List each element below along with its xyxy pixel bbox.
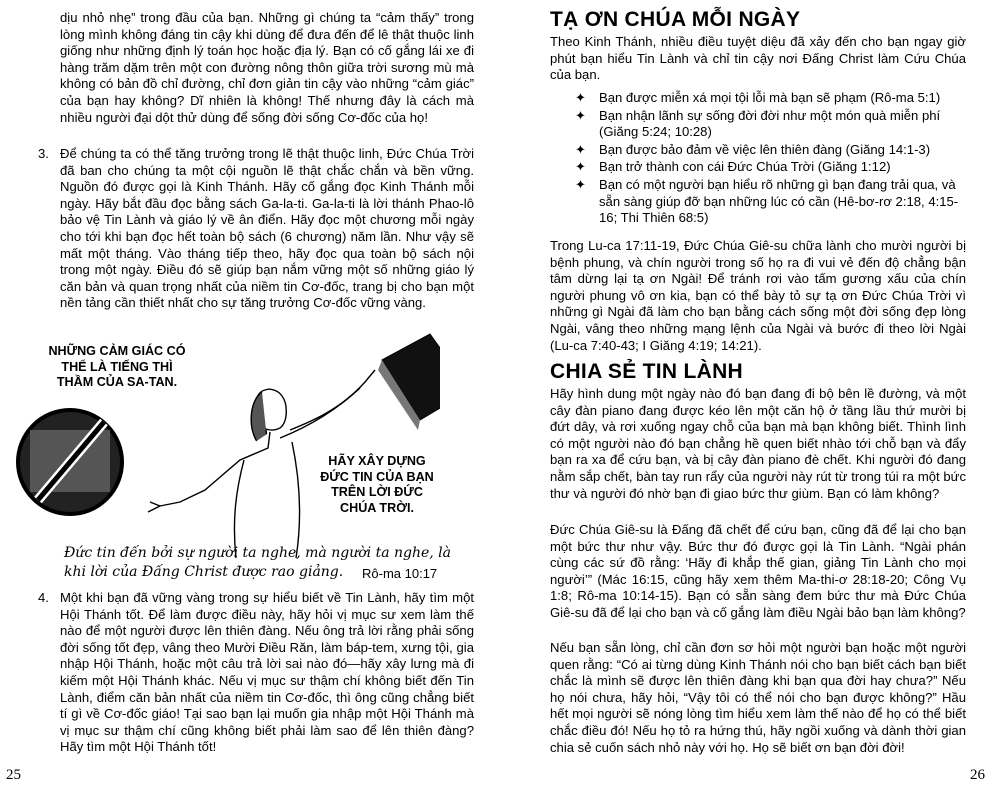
star-bullet-icon: ✦ (575, 90, 586, 105)
share-paragraph-2: Đức Chúa Giê-su là Đấng đã chết để cứu bạn, cũng đã để lại cho bạn một bức thư như vậy. Bức thư đó được gọi là Tin Lành. “Ngài phán cùng các sứ đồ rằng: ‘Hãy đi khắp thế gian, giảng Tin Lành cho mọi người’” (Mác 16:15, cũng hãy xem thêm Ma-thi-ơ 28:18-20; Công Vụ 1:8; Rô-ma 10:14-15). Bạn có sẵn sàng đem bức thư mà Đức Chúa Giê-su đã để lại cho bạn và cố gắng làm điều Ngài bảo bạn làm không? (550, 522, 966, 620)
list-item: ✦ Bạn trở thành con cái Đức Chúa Trời (Giăng 1:12) (575, 159, 891, 175)
list-item: ✦ Bạn được bảo đảm về việc lên thiên đàng (Giăng 14:1-3) (575, 141, 931, 157)
item-3-paragraph: Để chúng ta có thể tăng trưởng trong lẽ thật thuộc linh, Đức Chúa Trời đã ban cho chúng ta một cội nguồn lẽ thật chắc chắn và bền vững. Nguồn đó được gọi là Kinh Thánh. Hãy cố gắng đọc Kinh Thánh mỗi ngày. Hãy bắt đầu đọc bằng sách Ga-la-ti. Ga-la-ti là lời thánh Phao-lô bảo vệ Tin Lành và giáo lý về ân điển. Hãy đọc một chương mỗi ngày cho tới khi bạn đọc hết toàn bộ sách (6 chương) năm lần. Như vậy sẽ mất một tháng. Vào tháng tiếp theo, hãy đọc qua toàn bộ sách nội trong một ngày. Điều đó sẽ giúp bạn nắm vững một số những giáo lý căn bản và quan trọng nhất của niềm tin Cơ-đốc, trang bị cho bạn một nền tảng cần thiết nhất cho sự tăng trưởng Cơ-đốc vững vàng. (60, 146, 474, 311)
bible-book-icon (378, 334, 440, 430)
reaching-woman-drawing (0, 330, 440, 560)
prohibition-icon (18, 410, 122, 514)
share-paragraph-1: Hãy hình dung một ngày nào đó bạn đang đi bộ bên lề đường, và một cây đàn piano đang được kéo lên một căn hộ ở tầng lầu thứ mười bị đứt dây, và rơi xuống ngay chỗ của bạn mà bạn không biết. Thình lình có một người nào đó bạn chẳng hề quen biết nhào tới chỗ bạn và đẩy bạn ra xa để cứu bạn, và bị cây đàn piano đè chết. Khi người đó đang nằm sắp chết, bàn tay run rẩy của người này rút từ trong túi ra một bức thư và người đó nhờ bạn đi giao bức thư giùm. Bạn có làm không? (550, 386, 966, 501)
page-number-left: 25 (6, 767, 21, 783)
heading-share: CHIA SẺ TIN LÀNH (550, 360, 744, 383)
item-3-number: 3. (38, 146, 49, 161)
star-bullet-icon: ✦ (575, 159, 586, 175)
share-paragraph-3: Nếu bạn sẵn lòng, chỉ cần đơn sơ hỏi một người bạn hoặc một người quen rằng: “Có ai từng dùng Kinh Thánh nói cho bạn biết cách bạn biết chắc là mình sẽ được lên thiên đàng khi bạn qua đời hay chưa?” Nếu họ nói chưa, hãy hỏi, “Vậy tôi có thể nói cho bạn được không?” Hầu hết mọi người sẽ nóng lòng tìm hiểu xem làm thế nào để họ có thể biết chắc điều đó! Nếu họ tỏ ra hứng thú, hãy ngồi xuống và dành thời gian chia sẻ cuốn sách nhỏ này với họ. Họ sẽ biết ơn bạn đời đời! (550, 640, 966, 755)
page-number-right: 26 (970, 767, 985, 783)
list-item: ✦ Bạn được miễn xá mọi tội lỗi mà bạn sẽ phạm (Rô-ma 5:1) (575, 90, 941, 105)
item-4-number: 4. (38, 590, 49, 605)
star-bullet-icon: ✦ (575, 141, 586, 157)
item-4-paragraph: Một khi bạn đã vững vàng trong sự hiểu biết về Tin Lành, hãy tìm một Hội Thánh tốt. Để làm được điều này, hãy hỏi vị mục sư xem làm thế nào để một người được lên thiên đàng. Nếu ông trả lời rằng phải sống đời sống tốt đẹp, vâng theo Mười Điều Răn, làm báp-tem, xưng tội, gia nhập Hội Thánh, hoặc một câu trả lời sai nào đó—hãy xây lưng mà đi kiếm một Hội Thánh khác. Nếu vị mục sư thậm chí không biết đến Tin Lành, điểm căn bản nhất của niềm tin Cơ-đốc, thì ông cũng chẳng biết tí gì về Cơ-đốc giáo! Tại sao bạn lại muốn gia nhập một Hội Thánh mà vị mục sư thậm chí cũng không biết phải làm sao để lên thiên đàng? Hãy tìm một Hội Thánh tốt! (60, 590, 474, 755)
scripture-verse: Đức tin đến bởi sự người ta nghe, mà người ta nghe, là khi lời của Đấng Christ được rao giảng. (64, 545, 451, 580)
list-item: ✦ Bạn nhận lãnh sự sống đời đời như một món quà miễn phí (Giăng 5:24; 10:28) (575, 107, 941, 140)
star-bullet-icon: ✦ (575, 176, 586, 192)
scripture-reference: Rô-ma 10:17 (362, 566, 438, 581)
thanks-paragraph: Trong Lu-ca 17:11-19, Đức Chúa Giê-su chữa lành cho mười người bị bệnh phung, và chín người trong số họ ra đi vui vẻ đến độ chẳng bận tâm dừng lại tạ ơn Ngài! Để tránh rơi vào tấm gương xấu của chín người phung vô ơn kia, bạn có thể bày tỏ sự tạ ơn Đức Chúa Trời vì những gì Ngài đã làm cho bạn bằng cách sống một đời sống đẹp lòng Ngài, vâng theo những mạng lệnh của Ngài và bước đi theo lời Ngài (Lu-ca 7:40-43; I Giăng 4:19; 14:21). (550, 238, 966, 353)
star-bullet-icon: ✦ (575, 107, 586, 123)
thanks-intro: Theo Kinh Thánh, nhiều điều tuyệt diệu đã xảy đến cho bạn ngay giờ phút bạn hiểu Tin Lành và chỉ tin cậy nơi Đấng Christ làm Cứu Chúa của bạn. (550, 34, 966, 83)
heading-thanks: TẠ ƠN CHÚA MỖI NGÀY (550, 8, 801, 31)
blessings-list (575, 90, 965, 228)
caption-build-faith: HÃY XÂY DỰNG ĐỨC TIN CỦA BẠN TRÊN LỜI ĐỨC CHÚA TRỜI. (320, 454, 434, 515)
intro-paragraph: dịu nhỏ nhẹ” trong đầu của bạn. Những gì chúng ta “cảm thấy” trong lòng mình không đáng tin cậy khi dùng để đưa đến để lê thật thuộc linh giống như những định lý toán học hoặc địa lý. Bạn có cố gắng lái xe đi hàng trăm dặm trên một con đường nông thôn giữa trời sương mù mà không có bản đồ chỉ đường, chỉ đơn giản tin cậy vào những “cảm giác” của bạn hay không? Dĩ nhiên là không! Thế nhưng đây là cách mà nhiều người đại dột thử dùng để sống đời sống Cơ-đốc của họ! (60, 10, 474, 125)
caption-feelings: NHỮNG CẢM GIÁC CÓ THỂ LÀ TIẾNG THÌ THẦM CỦA SA-TAN. (48, 344, 186, 389)
list-item: ✦ Bạn có một người bạn hiểu rõ những gì bạn đang trải qua, và sẵn sàng giúp đỡ bạn những lúc có cần (Hê-bơ-rơ 2:18, 4:15-16; Thi Thiên 68:5) (575, 176, 959, 226)
